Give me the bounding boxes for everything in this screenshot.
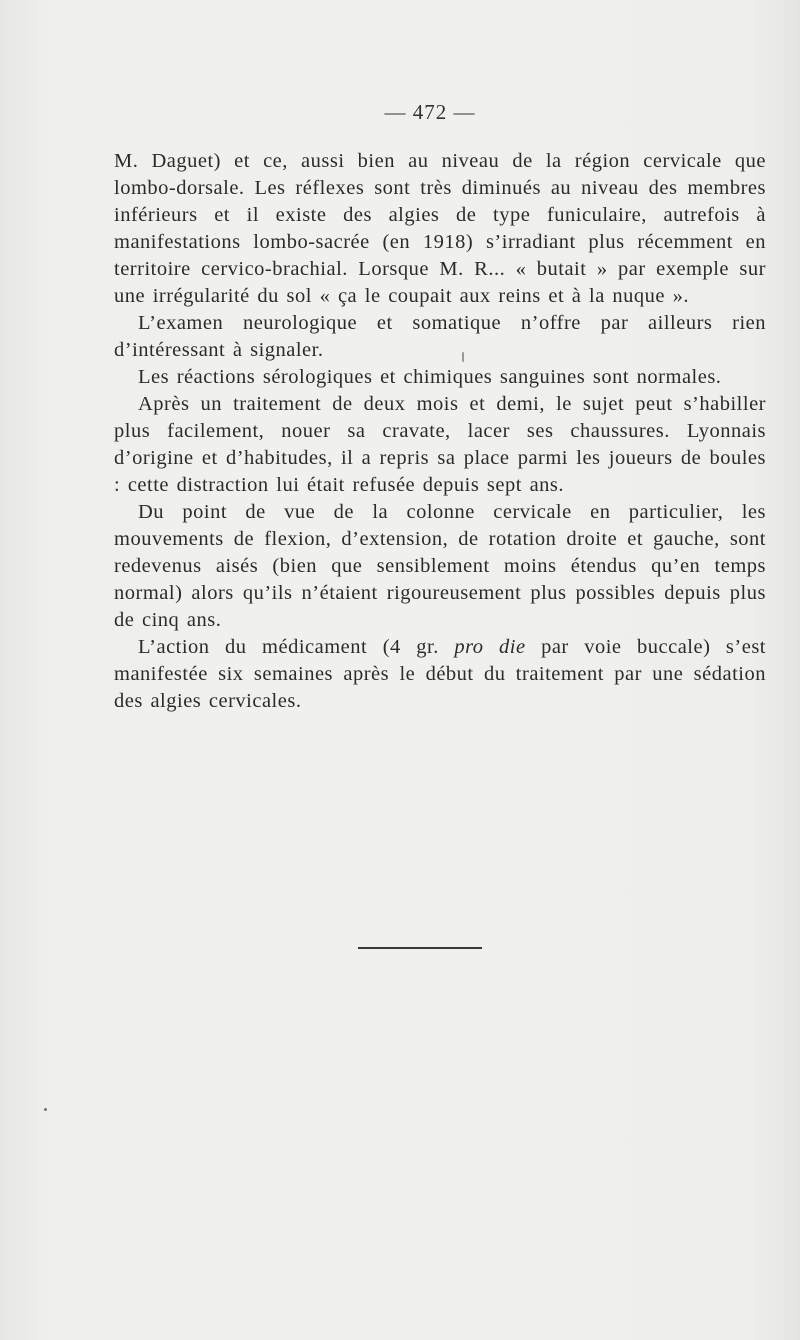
paragraph-4: Après un traitement de deux mois et demi, le sujet peut s’habiller plus facilement, nouer sa cravate, lacer ses chaussures. Lyonnais d’origine et d’habitudes, il a repris sa place parmi les joueurs de boules : cette distraction lui était refusée depuis sept ans. bbox=[114, 393, 766, 496]
paragraph-1: M. Daguet) et ce, aussi bien au niveau de la région cervicale que lombo-dorsale. Les réflexes sont très diminués au niveau des membres inférieurs et il existe des algies de type funiculaire, autrefois à manifestations lombo-sacrée (en 1918) s’irradiant plus récemment en territoire cervico-brachial. Lorsque M. R... « butait » par exemple sur une irrégularité du sol « ça le coupait aux reins et à la nuque ». bbox=[114, 150, 766, 307]
paragraph-2: L’examen neurologique et somatique n’offre par ailleurs rien d’intéressant à signaler. bbox=[114, 312, 766, 361]
paragraph-6 bbox=[114, 634, 766, 715]
paragraph-6-part-2: par voie buccale) s’est manifestée six semaines après le début du traitement par une sédation des algies cervicales. bbox=[114, 636, 766, 712]
paragraph-3: Les réactions sérologiques et chimiques sanguines sont normales. bbox=[138, 366, 722, 388]
paragraph-6-italic: pro die bbox=[454, 636, 526, 658]
body-text bbox=[114, 148, 766, 715]
paper-speck bbox=[44, 1108, 47, 1111]
page-number: — 472 — bbox=[384, 100, 476, 124]
section-end-rule bbox=[358, 947, 482, 949]
paragraph-5: Du point de vue de la colonne cervicale en particulier, les mouvements de flexion, d’extension, de rotation droite et gauche, sont redevenus aisés (bien que sensiblement moins étendus qu’en temps normal) alors qu’ils n’étaient rigoureusement plus possibles depuis plus de cinq ans. bbox=[114, 501, 766, 631]
paragraph-6-part-1: L’action du médicament (4 gr. bbox=[138, 636, 455, 658]
paper-speck bbox=[462, 352, 464, 362]
